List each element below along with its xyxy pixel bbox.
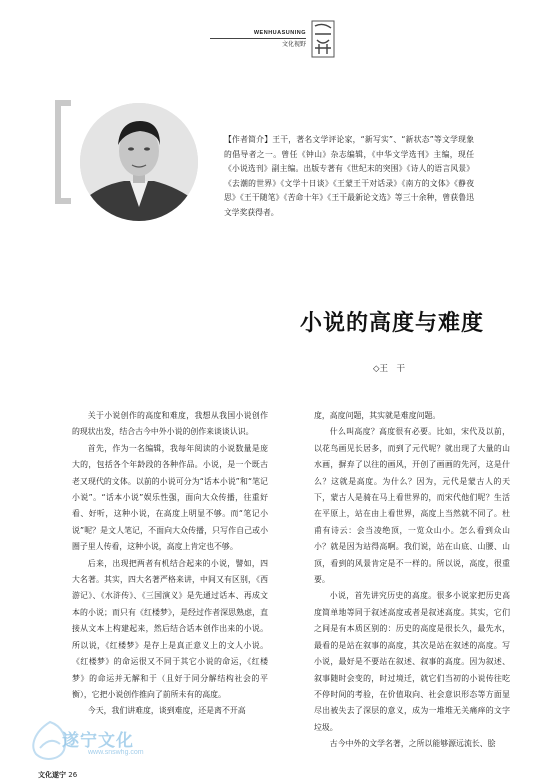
- article-title: 小说的高度与难度: [300, 310, 485, 336]
- footer-magazine-name: 文化遂宁: [38, 770, 66, 779]
- page-number: 26: [68, 771, 78, 779]
- body-column-left: [72, 408, 268, 720]
- running-header: [210, 30, 306, 49]
- page-footer: [38, 770, 77, 780]
- paragraph: 今天，我们讲难度，谈到难度，还是离不开高: [87, 706, 246, 716]
- body-column-right: [314, 408, 510, 753]
- paragraph: 关于小说创作的高度和难度，我想从我国小说创作的现状出发，结合古今中外小说的创作来谈谈认识。: [72, 411, 268, 437]
- author-portrait: [80, 103, 198, 221]
- author-bio: 【作者简介】王干，著名文学评论家，“新写实”、“新状态”等文学现象的倡导者之一。曾任《钟山》杂志编辑，《中华文学选刊》主编，现任《小说选刊》副主编。出版专著有《世纪末的突围》《诗人的语言风景》《去潮的世界》《文学十日谈》《王蒙王干对话录》《南方的文体》《静夜思》《王干随笔》《苦命十年》《王干最新论文选》等三十余种，曾获鲁迅文学奖获得者。: [224, 135, 474, 217]
- section-name-en: WENHUASUNING: [253, 30, 306, 36]
- article-author: ◇王 干: [373, 364, 406, 374]
- paragraph: 度，高度问题，其实就是难度问题。: [314, 411, 441, 420]
- decorative-bracket: [55, 100, 71, 204]
- watermark-name: 遂宁文化: [62, 731, 134, 751]
- paragraph: 古今中外的文学名著，之所以能够源远流长、脍: [329, 739, 496, 749]
- paragraph: 什么叫高度？高度很有必要。比如，宋代及以前，以花鸟画见长居多，而到了元代呢？就出现了大量的山水画，摒弃了以往的画风，开创了画画的先河，这是什么？这就是高度。为什么？因为，元代是蒙古人的天下，蒙古人是骑在马上看世界的，而宋代他们呢？生活在平原上，站在由上看世界，高度上当然就不同了。杜甫有诗云：会当凌绝顶，一览众山小。怎么看到众山小？就是因为站得高啊。我们说，站在山底、山腰、山顶，看到的风景肯定是不一样的。所以说，高度，很重要。: [314, 427, 510, 585]
- section-name-cn: 文化视野: [281, 41, 306, 48]
- paragraph: 小说，首先讲究历史的高度。很多小说家把历史高度简单地等同于叙述高度或者是叙述高度。其实，它们之间是有本质区别的：历史的高度是很长久，最先水，最看的是站在叙事的高度，其次是站在叙述的高度。写小说，最好是不要站在叙述、叙事的高度。因为叙述、叙事随时会变的，时过境迁，就它们当初的小说传往吃不停时间的考验，在价值取向、社会意识形态等方面显尽出被失去了深层的意义，成为一堆堆无关痛痒的文字垃圾。: [314, 591, 510, 732]
- watermark-url: www.snswhg.com: [88, 749, 144, 756]
- paragraph: 后来，出现把两者有机结合起来的小说，譬如，四大名著。其实，四大名著严格来讲，中间又有区别，《西游记》、《水浒传》、《三国演义》是先通过话本、再成文本的小说；而只有《红楼梦》，是经过作者深思熟虑，直接从文本上构建起来，然后结合话本创作出来的小说。所以说，《红楼梦》是存上是真正意义上的文人小说。《红楼梦》的命运很又不同于其它小说的命运，《红楼梦》的命运并无解和于（且好于同分解结构社会的平衡），它把小说创作推向了前所未有的高度。: [72, 558, 268, 699]
- paragraph: 首先，作为一名编辑，我每年阅读的小说数量是庞大的，包括各个年龄段的各种作品。小说，是一个既古老又现代的文体。以前的小说可分为“话本小说”和“笔记小说”。“话本小说”娱乐性强，面向大众传播，往重好看、好听，这种小说，在高度上明显不够。而“笔记小说”呢？是文人笔记，不面向大众传播，只写作自己或小圈子里人传看，这种小说，高度上肯定也不够。: [72, 443, 268, 552]
- magazine-logo: [311, 20, 335, 58]
- header-divider: [210, 38, 306, 39]
